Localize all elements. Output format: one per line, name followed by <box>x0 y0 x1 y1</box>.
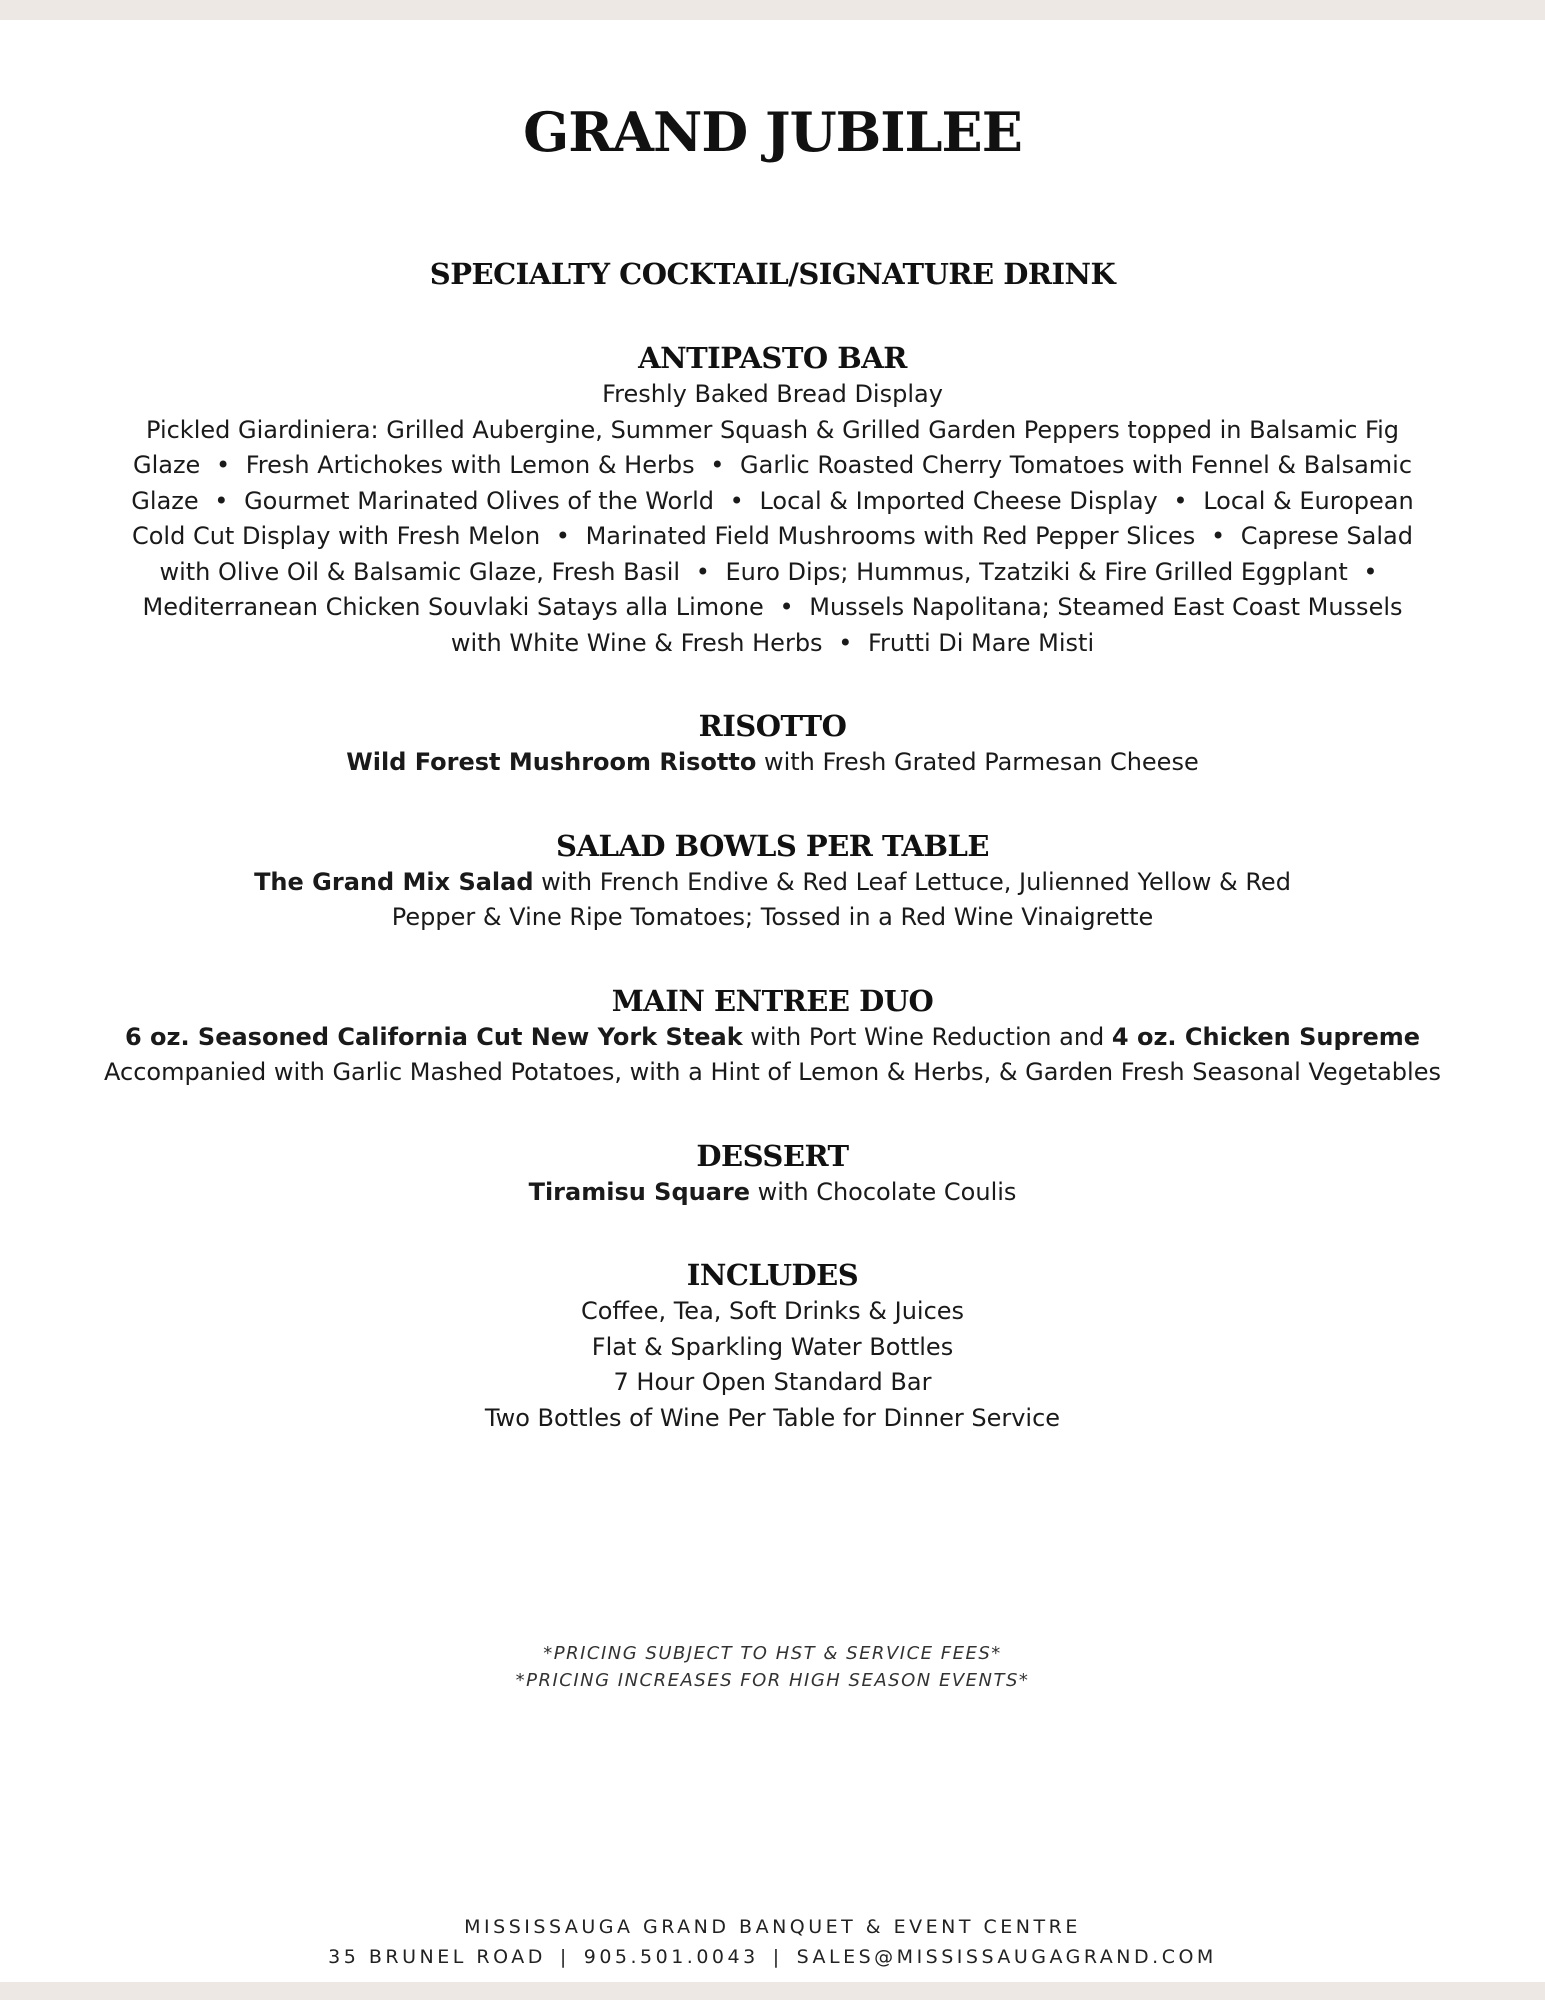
bullet-separator: • <box>215 451 231 479</box>
footer-divider: | <box>559 1946 570 1968</box>
salad-name: The Grand Mix Salad <box>254 867 534 896</box>
antipasto-item: Frutti Di Mare Misti <box>868 628 1095 657</box>
bullet-separator: • <box>1363 557 1378 586</box>
bullet-separator: • <box>1210 522 1226 550</box>
footer-divider: | <box>772 1946 783 1968</box>
specialty-cocktail-heading: SPECIALTY COCKTAIL/SIGNATURE DRINK <box>429 257 1116 291</box>
salad-heading: SALAD BOWLS PER TABLE <box>556 828 989 863</box>
antipasto-item: Fresh Artichokes with Lemon & Herbs <box>245 451 695 479</box>
bullet-separator: • <box>695 557 710 586</box>
salad-detail: with French Endive & Red Leaf Lettuce, Julienned Yellow & Red Pepper & Vine Ripe Tomatoes; Tossed in a Red Wine Vinaigrette <box>391 867 1291 931</box>
bullet-separator: • <box>779 593 794 621</box>
menu-content <box>0 255 1545 1436</box>
bullet-separator: • <box>214 486 229 515</box>
main-entree-connector: with Port Wine Reduction and <box>742 1022 1112 1051</box>
antipasto-section <box>0 339 1545 661</box>
address: 35 BRUNEL ROAD <box>328 1946 546 1968</box>
antipasto-item: Local & European Cold Cut Display with Fresh Melon <box>131 486 1414 550</box>
includes-heading: INCLUDES <box>686 1258 859 1292</box>
venue-name: MISSISSAUGA GRAND BANQUET & EVENT CENTRE <box>464 1916 1081 1938</box>
antipasto-item: Local & Imported Cheese Display <box>759 486 1158 515</box>
antipasto-item: Pickled Giardiniera: Grilled Aubergine, Summer Squash & Grilled Garden Peppers topped in Balsamic Fig Glaze <box>132 415 1399 479</box>
dessert-section <box>0 1137 1545 1211</box>
includes-item: Coffee, Tea, Soft Drinks & Juices <box>580 1297 965 1325</box>
chicken-name: 4 oz. Chicken Supreme <box>1111 1022 1421 1051</box>
risotto-description <box>0 745 1545 781</box>
antipasto-item: Gourmet Marinated Olives of the World <box>244 486 714 515</box>
menu-title: GRAND JUBILEE <box>523 100 1022 164</box>
antipasto-item: Marinated Field Mushrooms with Red Pepper Slices <box>585 522 1196 550</box>
main-entree-heading: MAIN ENTREE DUO <box>611 983 934 1018</box>
antipasto-item: Mediterranean Chicken Souvlaki Satays alla Limone <box>142 593 764 621</box>
antipasto-item: Garlic Roasted Cherry Tomatoes with Fennel & Balsamic Glaze <box>131 451 1413 515</box>
bullet-separator: • <box>1173 486 1188 515</box>
dessert-name: Tiramisu Square <box>528 1177 751 1206</box>
steak-name: 6 oz. Seasoned California Cut New York Steak <box>124 1022 743 1051</box>
salad-section <box>0 827 1545 936</box>
bullet-separator: • <box>710 451 725 479</box>
phone-number[interactable]: 905.501.0043 <box>583 1946 759 1968</box>
pricing-notes <box>0 1640 1545 1694</box>
bullet-separator: • <box>729 486 744 515</box>
antipasto-item: Euro Dips; Hummus, Tzatziki & Fire Grilled Eggplant <box>725 557 1348 586</box>
antipasto-item: Caprese Salad with Olive Oil & Balsamic Glaze, Fresh Basil <box>159 522 1413 586</box>
footer <box>0 1912 1545 1972</box>
pricing-note: *PRICING SUBJECT TO HST & SERVICE FEES* <box>543 1643 1002 1664</box>
email-link[interactable]: SALES@MISSISSAUGAGRAND.COM <box>796 1946 1217 1968</box>
bullet-separator: • <box>555 522 570 550</box>
main-entree-line-2: Accompanied with Garlic Mashed Potatoes, with a Hint of Lemon & Herbs, & Garden Fresh Seasonal Vegetables <box>104 1058 1441 1086</box>
main-entree-line-1 <box>0 1020 1545 1056</box>
bullet-separator: • <box>838 628 853 657</box>
includes-item: 7 Hour Open Standard Bar <box>613 1368 932 1396</box>
includes-item: Two Bottles of Wine Per Table for Dinner Service <box>484 1403 1061 1432</box>
includes-item: Flat & Sparkling Water Bottles <box>591 1332 954 1361</box>
pricing-note: *PRICING INCREASES FOR HIGH SEASON EVENTS* <box>515 1670 1030 1691</box>
menu-page <box>0 20 1545 1982</box>
risotto-section <box>0 707 1545 781</box>
dessert-detail: with Chocolate Coulis <box>750 1177 1017 1206</box>
main-entree-section <box>0 982 1545 1091</box>
dessert-heading: DESSERT <box>696 1138 849 1173</box>
antipasto-heading: ANTIPASTO BAR <box>638 341 907 375</box>
includes-section <box>0 1256 1545 1436</box>
risotto-detail: with Fresh Grated Parmesan Cheese <box>756 748 1199 776</box>
salad-description <box>223 865 1323 936</box>
dessert-description <box>0 1175 1545 1211</box>
risotto-name: Wild Forest Mushroom Risotto <box>346 748 757 776</box>
contact-line <box>0 1942 1545 1972</box>
antipasto-items <box>123 413 1423 662</box>
antipasto-first-line: Freshly Baked Bread Display <box>602 380 943 408</box>
risotto-heading: RISOTTO <box>698 709 847 743</box>
antipasto-item: Mussels Napolitana; Steamed East Coast Mussels with White Wine & Fresh Herbs <box>450 593 1403 657</box>
